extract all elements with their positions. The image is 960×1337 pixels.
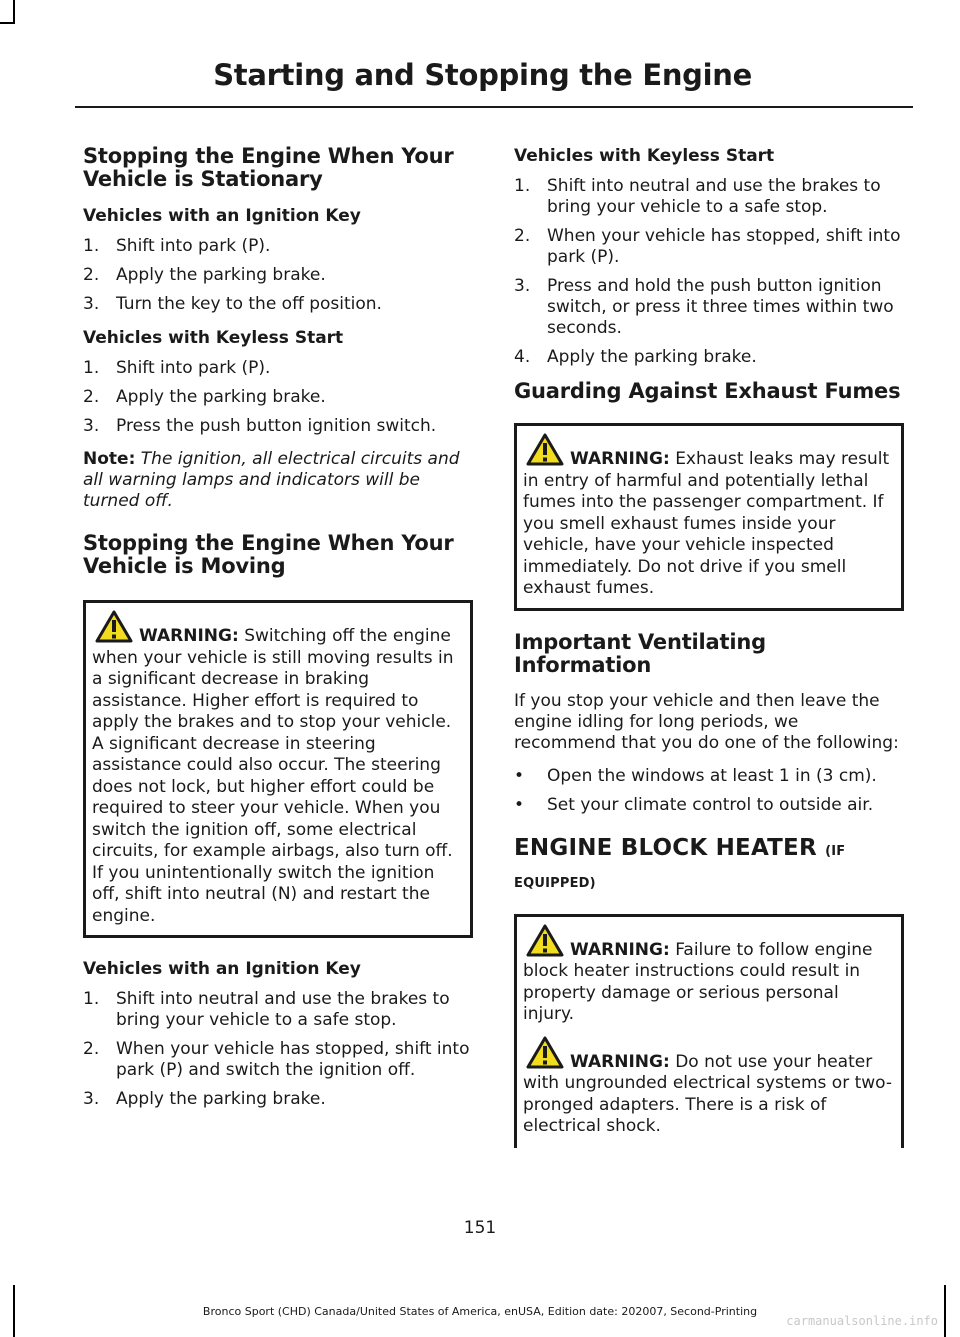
warning-text: Failure to follow engine block heater instructions could result in property damage or serious personal injury. [523,939,873,1024]
section-title-ventilating: Important Ventilating Information [514,629,766,677]
note [83,449,473,512]
watermark: carmanualsonline.info [786,1314,938,1328]
list-item: 1. Shift into park (P). [83,236,271,256]
list-item: 3. Press and hold the push button ignition switch, or press it three times within two seconds. [514,276,894,338]
left-column [83,145,473,1122]
warning-label: WARNING: [570,1051,670,1072]
warning-triangle-icon [526,924,564,957]
crop-mark [0,22,15,24]
note-label: Note: [83,449,136,469]
list-item: • Open the windows at least 1 in (3 cm). [514,765,877,786]
subheading-ignition-key-moving: Vehicles with an Ignition Key [83,959,361,979]
keyless-moving-steps [514,176,904,368]
warning-text: Do not use your heater with ungrounded electrical systems or two-pronged adapters. There is a risk of electrical shock. [523,1051,893,1136]
section-title-block-heater: ENGINE BLOCK HEATER (IF EQUIPPED) [514,834,846,891]
warning-box [83,600,473,938]
warning-triangle-icon [526,433,564,466]
warning-triangle-icon [95,610,133,643]
warning [523,1036,895,1138]
list-item: 4. Apply the parking brake. [514,347,757,367]
list-item: • Set your climate control to outside air. [514,794,874,815]
warning-label: WARNING: [570,939,670,960]
warning-triangle-icon [526,1036,564,1069]
vent-bullets [514,766,904,816]
list-item: 2. Apply the parking brake. [83,387,326,407]
warning-label: WARNING: [570,449,670,469]
subheading-keyless-start: Vehicles with Keyless Start [83,328,344,348]
list-item: 3. Press the push button ignition switch. [83,416,437,436]
right-column [514,145,904,1148]
warning [523,433,895,600]
note-text: The ignition, all electrical circuits and all warning lamps and indicators will be turned off. [83,449,460,511]
keyless-steps [83,358,473,437]
page-number: 151 [463,1218,497,1238]
page-title: Starting and Stopping the Engine [213,58,752,92]
heater-warning-box [514,914,904,1148]
warning [523,924,895,1026]
list-item: 2. When your vehicle has stopped, shift into park (P). [514,226,901,267]
crop-mark [13,0,15,22]
if-equipped: (IF EQUIPPED) [514,843,846,891]
ignition-moving-steps [83,989,473,1110]
vent-intro: If you stop your vehicle and then leave the engine idling for long periods, we recommend that you do one of the following: [514,690,899,753]
exhaust-warning-box [514,423,904,611]
footer-text: Bronco Sport (CHD) Canada/United States of America, enUSA, Edition date: 202007, Second-Printing [202,1305,758,1318]
warning-label: WARNING: [139,626,239,646]
subheading-keyless-start-moving: Vehicles with Keyless Start [514,146,775,166]
warning-text: Exhaust leaks may result in entry of harmful and potentially lethal fumes into the passenger compartment. If you smell exhaust fumes inside your vehicle, have your vehicle inspected immediately. Do not drive if you smell exhaust fumes. [523,449,890,598]
list-item: 2. Apply the parking brake. [83,265,326,285]
list-item: 3. Apply the parking brake. [83,1089,326,1109]
warning-text: Switching off the engine when your vehicle is still moving results in a significant decrease in braking assistance. Higher effort is required to apply the brakes and to stop your vehicle. A significant decrease in steering assistance could also occur. The steering does not lock, but higher effort could be required to steer your vehicle. When you switch the ignition off, some electrical circuits, for example airbags, also turn off. If you unintentionally switch the ignition off, shift into neutral (N) and restart the engine. [92,626,454,926]
list-item: 1. Shift into park (P). [83,358,271,378]
list-item: 3. Turn the key to the off position. [83,294,382,314]
list-item: 2. When your vehicle has stopped, shift into park (P) and switch the ignition off. [83,1039,470,1080]
ignition-steps [83,236,473,315]
list-item: 1. Shift into neutral and use the brakes to bring your vehicle to a safe stop. [83,989,450,1030]
section-title-stationary: Stopping the Engine When Your Vehicle is Stationary [83,144,454,191]
section-title-exhaust: Guarding Against Exhaust Fumes [514,379,901,403]
header-rule [75,106,913,108]
list-item: 1. Shift into neutral and use the brakes to bring your vehicle to a safe stop. [514,176,881,217]
section-title-moving: Stopping the Engine When Your Vehicle is Moving [83,531,454,578]
subheading-ignition-key: Vehicles with an Ignition Key [83,206,361,226]
warning [92,610,464,927]
